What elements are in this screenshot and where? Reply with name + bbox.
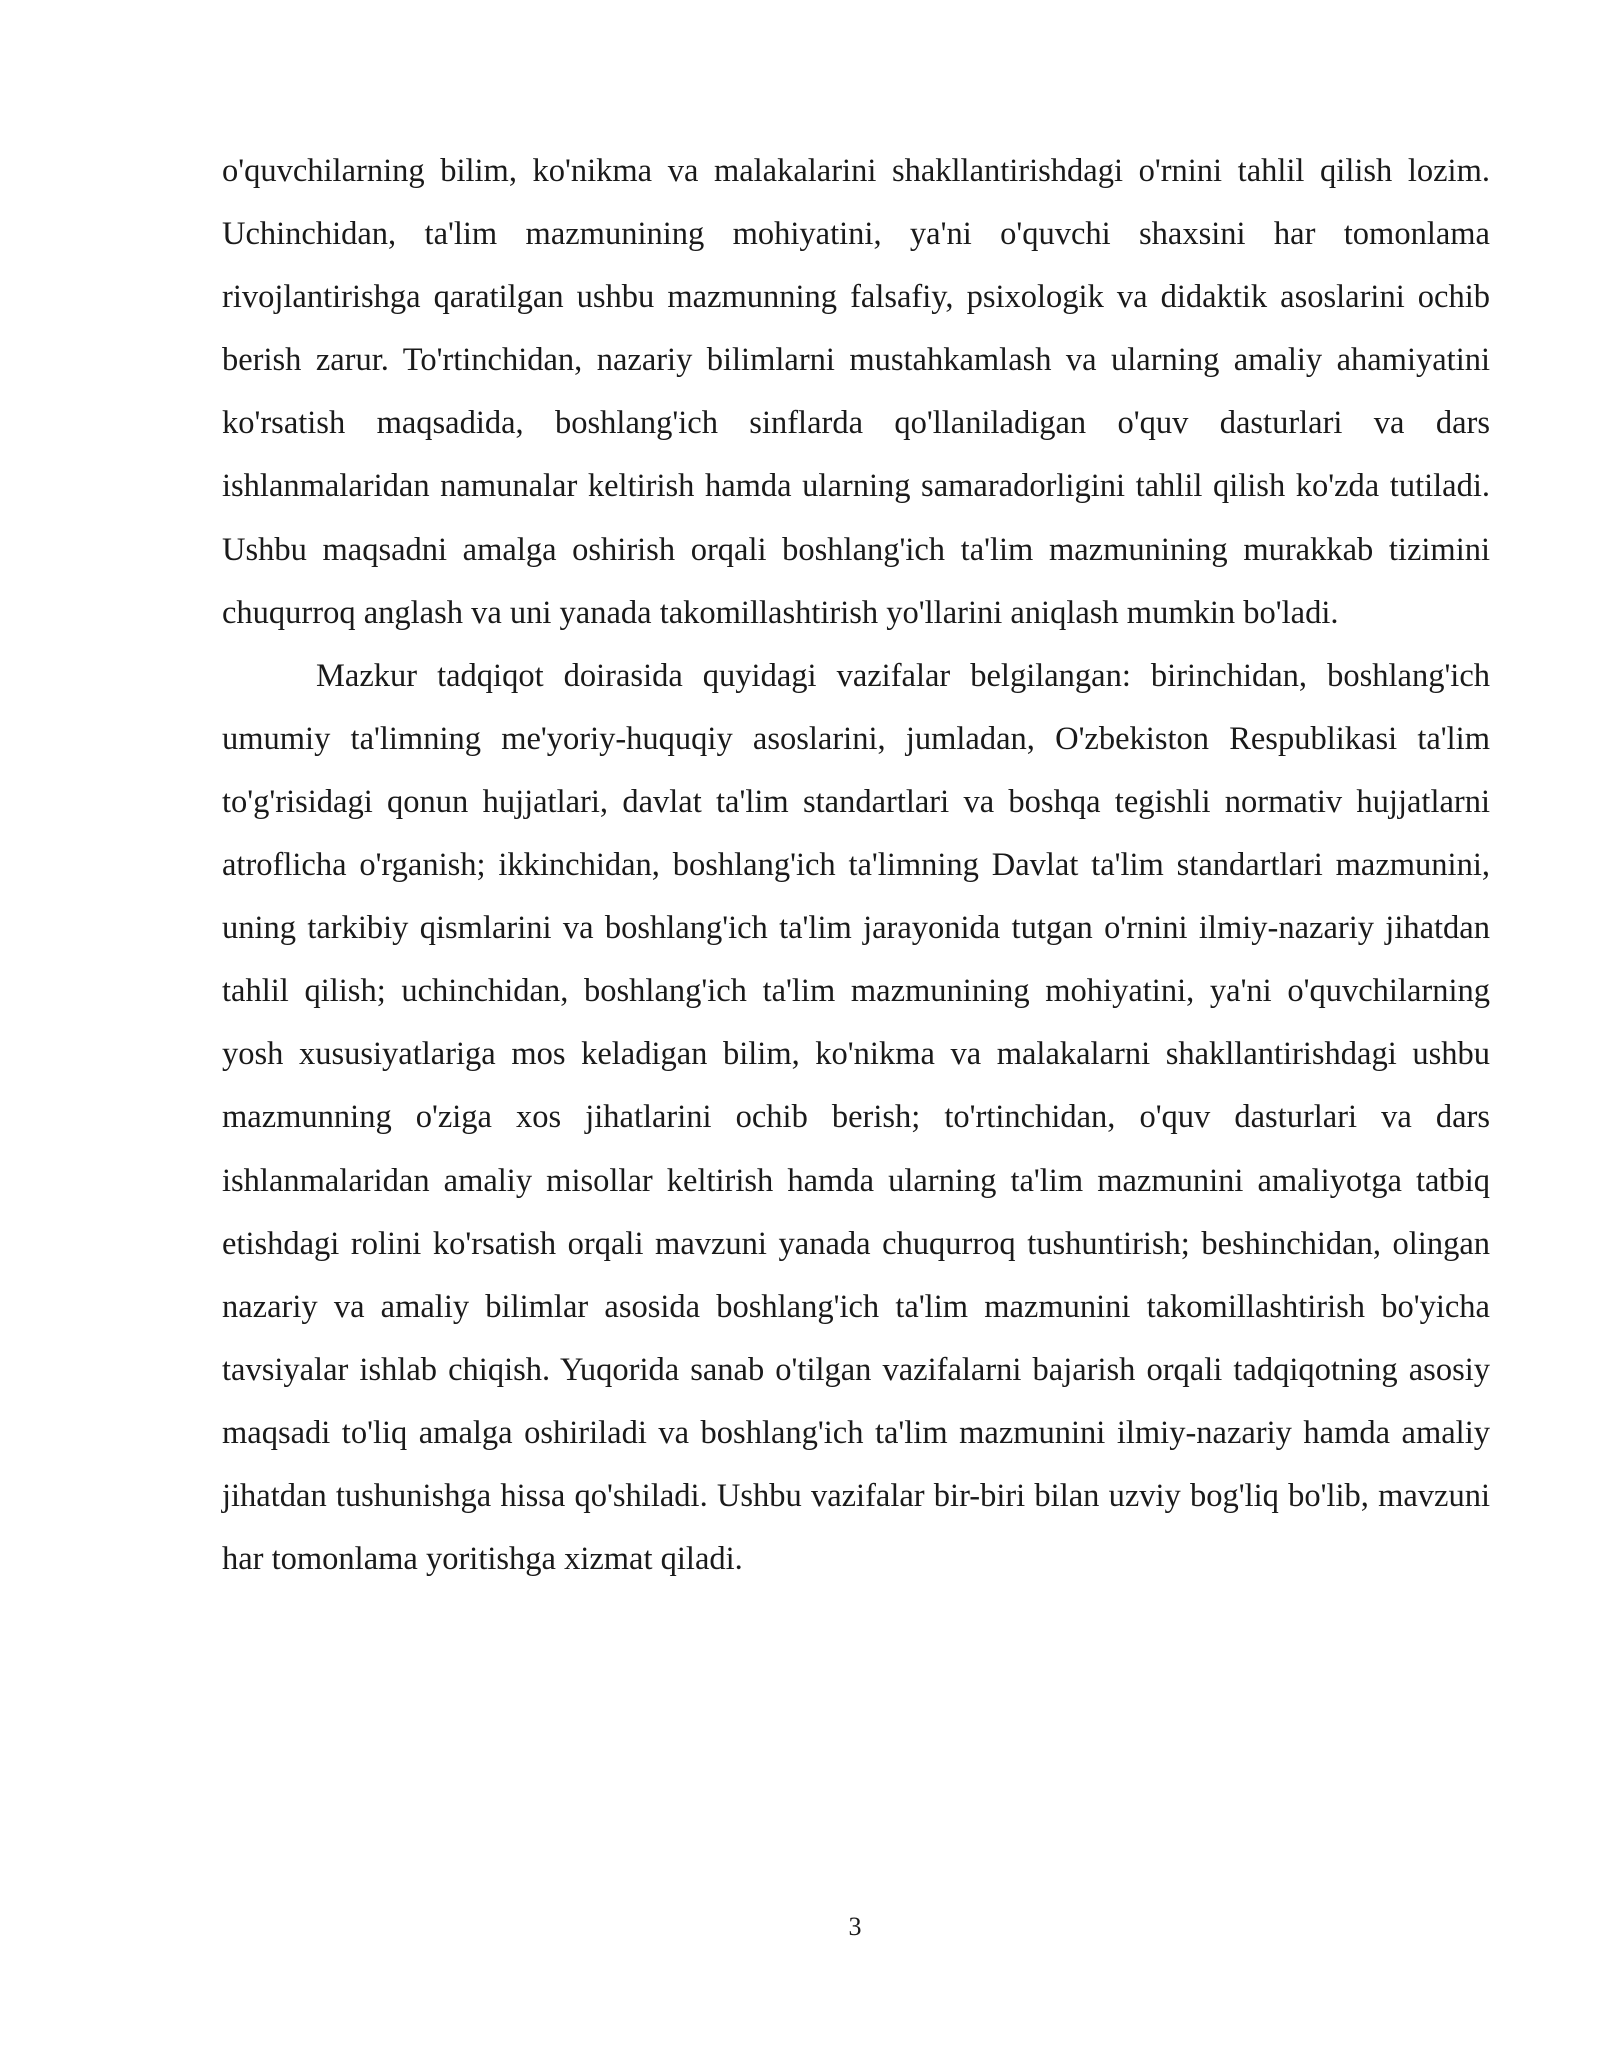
body-text <box>222 140 1490 1591</box>
paragraph-tasks: Mazkur tadqiqot doirasida quyidagi vazifalar belgilangan: birinchidan, boshlang'ich umumiy ta'limning me'yoriy-huquqiy asoslarini, jumladan, O'zbekiston Respublikasi ta'lim to'g'risidagi qonun hujjatlari, davlat ta'lim standartlari va boshqa tegishli normativ hujjatlarni atroflicha o'rganish; ikkinchidan, boshlang'ich ta'limning Davlat ta'lim standartlari mazmunini, uning tarkibiy qismlarini va boshlang'ich ta'lim jarayonida tutgan o'rnini ilmiy-nazariy jihatdan tahlil qilish; uchinchidan, boshlang'ich ta'lim mazmunining mohiyatini, ya'ni o'quvchilarning yosh xususiyatlariga mos keladigan bilim, ko'nikma va malakalarni shakllantirishdagi ushbu mazmunning o'ziga xos jihatlarini ochib berish; to'rtinchidan, o'quv dasturlari va dars ishlanmalaridan amaliy misollar keltirish hamda ularning ta'lim mazmunini amaliyotga tatbiq etishdagi rolini ko'rsatish orqali mavzuni yanada chuqurroq tushuntirish; beshinchidan, olingan nazariy va amaliy bilimlar asosida boshlang'ich ta'lim mazmunini takomillashtirish bo'yicha tavsiyalar ishlab chiqish. Yuqorida sanab o'tilgan vazifalarni bajarish orqali tadqiqotning asosiy maqsadi to'liq amalga oshiriladi va boshlang'ich ta'lim mazmunini ilmiy-nazariy hamda amaliy jihatdan tushunishga hissa qo'shiladi. Ushbu vazifalar bir-biri bilan uzviy bog'liq bo'lib, mavzuni har tomonlama yoritishga xizmat qiladi. <box>222 657 1490 1578</box>
paragraph-continuation: o'quvchilarning bilim, ko'nikma va malakalarini shakllantirishdagi o'rnini tahlil qilish lozim. Uchinchidan, ta'lim mazmunining mohiyatini, ya'ni o'quvchi shaxsini har tomonlama rivojlantirishga qaratilgan ushbu mazmunning falsafiy, psixologik va didaktik asoslarini ochib berish zarur. To'rtinchidan, nazariy bilimlarni mustahkamlash va ularning amaliy ahamiyatini ko'rsatish maqsadida, boshlang'ich sinflarda qo'llaniladigan o'quv dasturlari va dars ishlanmalaridan namunalar keltirish hamda ularning samaradorligini tahlil qilish ko'zda tutiladi. Ushbu maqsadni amalga oshirish orqali boshlang'ich ta'lim mazmunining murakkab tizimini chuqurroq anglash va uni yanada takomillashtirish yo'llarini aniqlash mumkin bo'ladi. <box>222 153 1490 631</box>
page-number: 3 <box>848 1912 862 1941</box>
